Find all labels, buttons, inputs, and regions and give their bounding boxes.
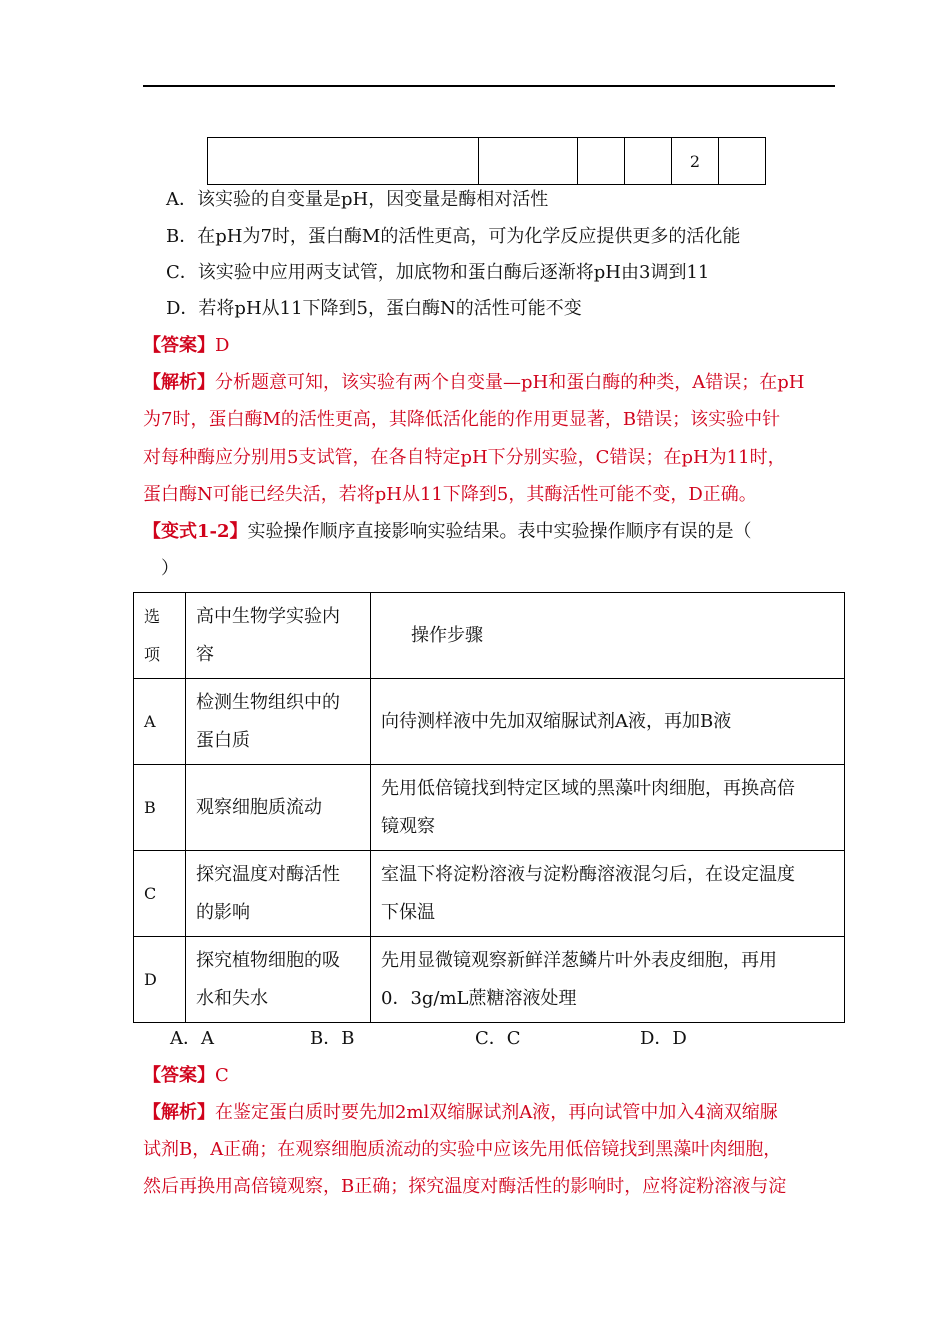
analysis-line: 对每种酶应分别用5支试管，在各自特定pH下分别实验，C错误；在pH为11时， xyxy=(143,447,786,468)
row-option: C xyxy=(134,851,186,937)
row-content: 探究温度对酶活性 的影响 xyxy=(186,851,371,937)
option-a: A．该实验的自变量是pH，因变量是酶相对活性 xyxy=(166,189,549,210)
question-stem-cont: ） xyxy=(143,558,179,579)
row-content: 探究植物细胞的吸 水和失水 xyxy=(186,937,371,1023)
choice-c: C．C xyxy=(475,1028,521,1049)
analysis-line: 蛋白酶N可能已经失活，若将pH从11下降到5，其酶活性可能不变，D正确。 xyxy=(143,484,757,505)
table-row xyxy=(134,679,845,765)
answer-tag: 【答案】 xyxy=(143,335,215,356)
answer-line xyxy=(143,1064,229,1088)
row-content: 检测生物组织中的 蛋白质 xyxy=(186,679,371,765)
table-cell xyxy=(479,138,578,185)
row-steps: 先用低倍镜找到特定区域的黑藻叶肉细胞，再换高倍 镜观察 xyxy=(371,765,845,851)
fragment-table xyxy=(207,137,766,185)
answer-tag: 【答案】 xyxy=(143,1065,215,1086)
option-b: B．在pH为7时，蛋白酶M的活性更高，可为化学反应提供更多的活化能 xyxy=(166,226,741,247)
choice-b: B．B xyxy=(310,1028,355,1049)
analysis-line xyxy=(143,371,804,395)
table-cell: 2 xyxy=(672,138,719,185)
analysis-line: 然后再换用高倍镜观察，B正确；探究温度对酶活性的影响时，应将淀粉溶液与淀 xyxy=(143,1176,787,1197)
header-content: 高中生物学实验内 容 xyxy=(186,593,371,679)
answer-line xyxy=(143,334,229,358)
table-cell xyxy=(719,138,766,185)
header-steps: 操作步骤 xyxy=(371,593,845,679)
table-row xyxy=(208,138,766,185)
row-option: D xyxy=(134,937,186,1023)
table-row xyxy=(134,851,845,937)
row-steps: 室温下将淀粉溶液与淀粉酶溶液混匀后，在设定温度 下保温 xyxy=(371,851,845,937)
analysis-line xyxy=(143,1101,778,1125)
row-option: A xyxy=(134,679,186,765)
header-rule xyxy=(143,85,835,87)
row-steps: 向待测样液中先加双缩脲试剂A液，再加B液 xyxy=(371,679,845,765)
analysis-tag: 【解析】 xyxy=(143,372,215,393)
table-row xyxy=(134,765,845,851)
stem-text: 实验操作顺序直接影响实验结果。表中实验操作顺序有误的是（ xyxy=(247,521,752,542)
question-stem xyxy=(143,520,752,544)
analysis-text: 分析题意可知，该实验有两个自变量—pH和蛋白酶的种类，A错误；在pH xyxy=(215,372,805,393)
analysis-line: 为7时，蛋白酶M的活性更高，其降低活化能的作用更显著，B错误；该实验中针 xyxy=(143,409,781,430)
table-cell xyxy=(625,138,672,185)
analysis-text: 在鉴定蛋白质时要先加2ml双缩脲试剂A液，再向试管中加入4滴双缩脲 xyxy=(215,1102,778,1123)
option-d: D．若将pH从11下降到5，蛋白酶N的活性可能不变 xyxy=(166,298,582,319)
choice-d: D．D xyxy=(640,1028,687,1049)
analysis-tag: 【解析】 xyxy=(143,1102,215,1123)
table-row xyxy=(134,937,845,1023)
choice-a: A．A xyxy=(170,1028,214,1049)
option-c: C．该实验中应用两支试管，加底物和蛋白酶后逐渐将pH由3调到11 xyxy=(166,262,710,283)
row-option: B xyxy=(134,765,186,851)
experiment-table xyxy=(133,592,845,1023)
table-cell xyxy=(208,138,479,185)
table-header-row xyxy=(134,593,845,679)
table-cell xyxy=(578,138,625,185)
answer-value: D xyxy=(215,335,230,356)
analysis-line: 试剂B，A正确；在观察细胞质流动的实验中应该先用低倍镜找到黑藻叶肉细胞， xyxy=(143,1139,782,1160)
variant-tag: 【变式1-2】 xyxy=(143,521,248,542)
answer-value: C xyxy=(215,1065,229,1086)
row-steps: 先用显微镜观察新鲜洋葱鳞片叶外表皮细胞，再用 0．3g/mL蔗糖溶液处理 xyxy=(371,937,845,1023)
header-option: 选 项 xyxy=(134,593,186,679)
row-content: 观察细胞质流动 xyxy=(186,765,371,851)
